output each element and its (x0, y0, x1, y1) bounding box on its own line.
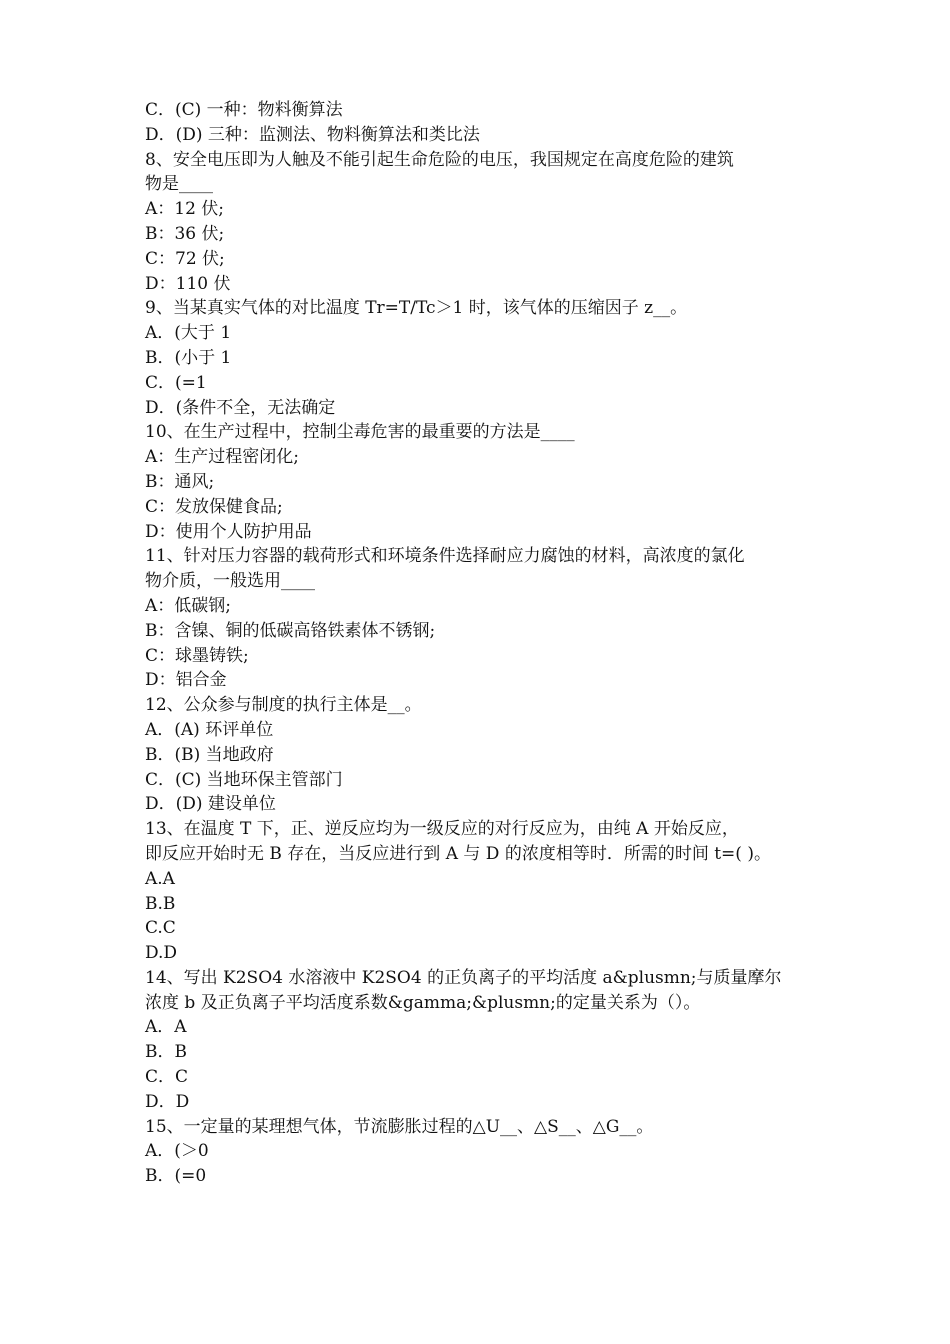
option-line: A：低碳钢; (145, 595, 232, 616)
question-10-line: 10、在生产过程中，控制尘毒危害的最重要的方法是____ (145, 422, 575, 443)
option-line: D．(条件不全，无法确定 (145, 397, 336, 418)
question-11-line: 11、针对压力容器的载荷形式和环境条件选择耐应力腐蚀的材料，高浓度的氯化 (145, 546, 745, 567)
option-line: C.C (145, 918, 176, 939)
question-15-line: 15、一定量的某理想气体，节流膨胀过程的△U__、△S__、△G__。 (145, 1116, 654, 1137)
document-body (145, 98, 815, 1189)
question-8-line: 8、安全电压即为人触及不能引起生命危险的电压，我国规定在高度危险的建筑 (145, 149, 734, 170)
option-line: B．B (145, 1042, 187, 1063)
option-line: A．(大于 1 (145, 323, 232, 344)
option-line: D．(D) 建设单位 (145, 794, 276, 815)
option-line: C．C (145, 1067, 189, 1088)
option-line: A．A (145, 1017, 187, 1038)
option-line: B．(=0 (145, 1166, 207, 1187)
text-line: 物是____ (145, 174, 213, 195)
text-line: D．(D) 三种：监测法、物料衡算法和类比法 (145, 124, 480, 145)
option-line: C：球墨铸铁; (145, 645, 249, 666)
option-line: B：36 伏; (145, 223, 225, 244)
option-line: D.D (145, 943, 178, 964)
option-line: A．(A) 环评单位 (145, 719, 274, 740)
question-13-line: 13、在温度 T 下，正、逆反应均为一级反应的对行反应为，由纯 A 开始反应， (145, 819, 739, 840)
text-line: 即反应开始时无 B 存在，当反应进行到 A 与 D 的浓度相等时．所需的时间 t=( )。 (145, 843, 771, 864)
option-line: D：铝合金 (145, 670, 227, 691)
option-line: B．(B) 当地政府 (145, 744, 274, 765)
question-14-line: 14、写出 K2SO4 水溶液中 K2SO4 的正负离子的平均活度 a&plusmn;与质量摩尔 (145, 967, 782, 988)
text-line: 浓度 b 及正负离子平均活度系数&gamma;&plusmn;的定量关系为（）。 (145, 992, 701, 1013)
option-line: D：110 伏 (145, 273, 231, 294)
option-line: B：含镍、铜的低碳高铬铁素体不锈钢; (145, 620, 436, 641)
text-line: 物介质，一般选用____ (145, 571, 315, 592)
option-line: D：使用个人防护用品 (145, 521, 312, 542)
option-line: B：通风; (145, 471, 215, 492)
question-9-line: 9、当某真实气体的对比温度 Tr=T/Tc＞1 时，该气体的压缩因子 z__。 (145, 298, 688, 319)
option-line: B．(小于 1 (145, 347, 232, 368)
option-line: C：发放保健食品; (145, 496, 283, 517)
option-line: A：12 伏; (145, 199, 225, 220)
option-line: C．(=1 (145, 372, 207, 393)
option-line: B.B (145, 893, 176, 914)
question-12-line: 12、公众参与制度的执行主体是__。 (145, 695, 422, 716)
option-line: A.A (145, 868, 175, 889)
option-line: C．(C) 当地环保主管部门 (145, 769, 343, 790)
option-line: C：72 伏; (145, 248, 225, 269)
option-line: D．D (145, 1091, 190, 1112)
option-line: A：生产过程密闭化; (145, 447, 300, 468)
option-line: A．(＞0 (145, 1141, 209, 1162)
text-line: C．(C) 一种：物料衡算法 (145, 100, 343, 120)
